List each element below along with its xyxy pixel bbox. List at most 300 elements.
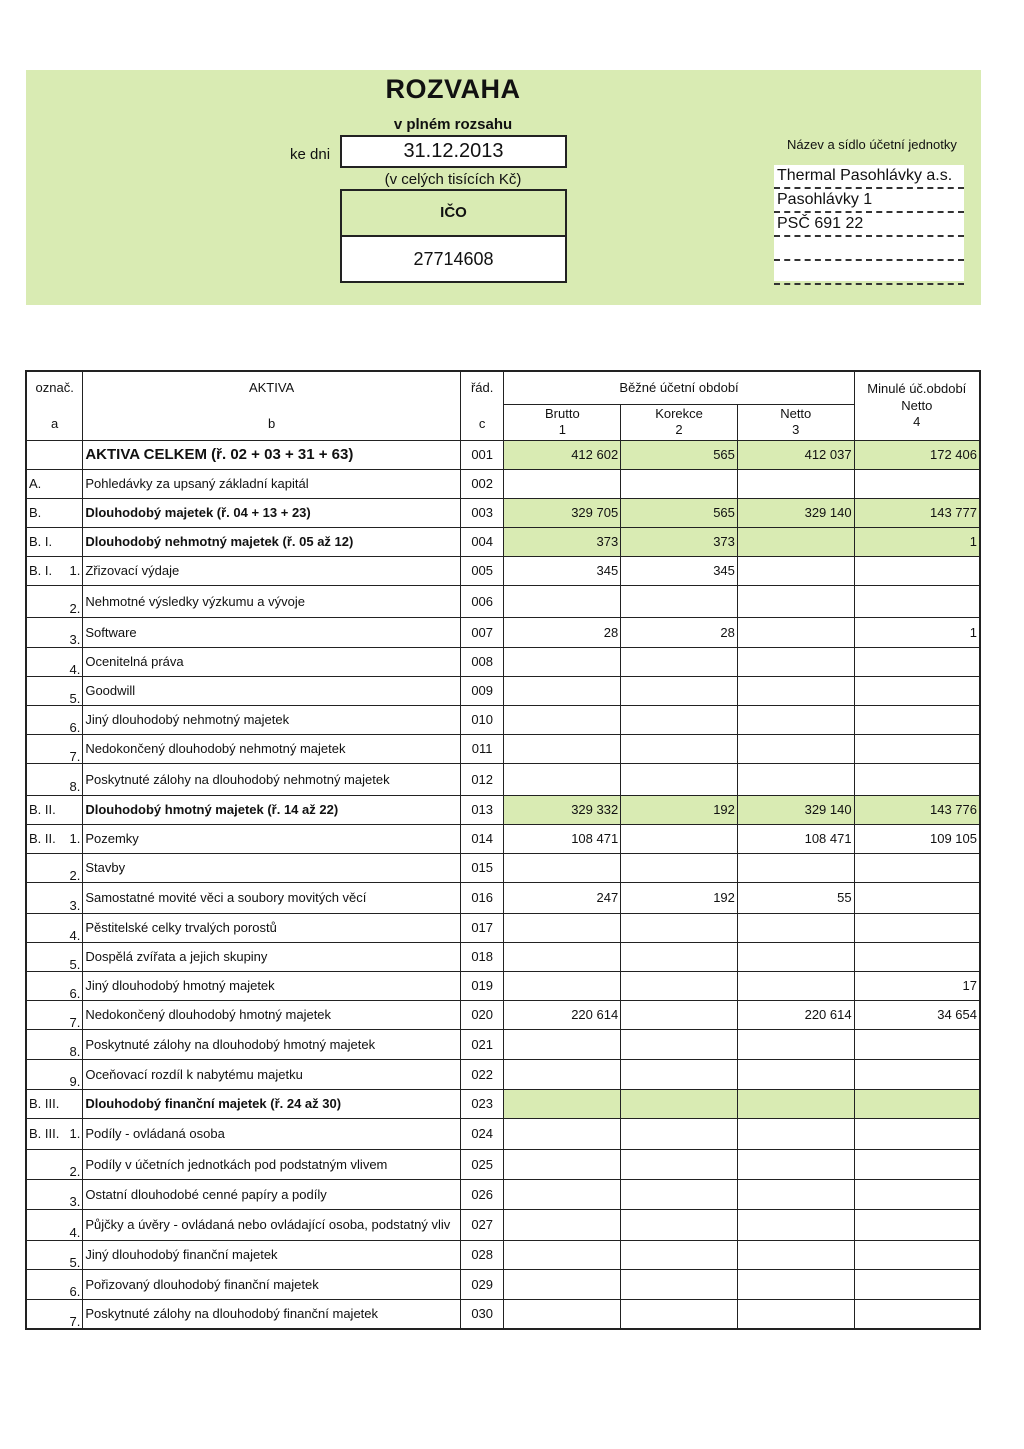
cell-brutto[interactable] xyxy=(504,1299,621,1329)
cell-prev[interactable] xyxy=(854,734,980,763)
row-number: 001 xyxy=(460,440,504,469)
header-aktiva xyxy=(83,371,461,440)
cell-prev[interactable] xyxy=(854,469,980,498)
row-number: 018 xyxy=(460,942,504,971)
cell-brutto[interactable] xyxy=(504,942,621,971)
row-number: 017 xyxy=(460,913,504,942)
cell-brutto[interactable]: 329 332 xyxy=(504,795,621,824)
row-description: Ocenitelná práva xyxy=(83,647,461,676)
cell-korekce[interactable] xyxy=(621,1179,738,1209)
cell-netto[interactable]: 329 140 xyxy=(737,498,854,527)
cell-prev[interactable] xyxy=(854,763,980,795)
cell-korekce[interactable]: 345 xyxy=(621,556,738,585)
date-label: ke dni xyxy=(290,146,331,163)
row-code-sub: 3. xyxy=(69,897,81,913)
cell-brutto[interactable] xyxy=(504,1209,621,1240)
cell-prev[interactable] xyxy=(854,882,980,913)
cell-korekce[interactable]: 565 xyxy=(621,498,738,527)
row-number: 003 xyxy=(460,498,504,527)
row-code xyxy=(26,617,83,647)
entity-line[interactable] xyxy=(774,237,964,261)
cell-netto[interactable] xyxy=(737,705,854,734)
entity-box xyxy=(774,165,964,281)
row-code-sub: 2. xyxy=(69,601,81,616)
ico-label: IČO xyxy=(342,191,565,237)
cell-prev[interactable] xyxy=(854,1240,980,1269)
row-description: Software xyxy=(83,617,461,647)
row-code xyxy=(26,1149,83,1179)
row-number: 005 xyxy=(460,556,504,585)
cell-korekce[interactable] xyxy=(621,971,738,1000)
row-number: 013 xyxy=(460,795,504,824)
row-code-sub: 1. xyxy=(69,1126,81,1141)
cell-korekce[interactable] xyxy=(621,469,738,498)
cell-netto[interactable] xyxy=(737,971,854,1000)
row-code-sub: 5. xyxy=(69,956,81,971)
row-description: Podíly v účetních jednotkách pod podstatným vlivem xyxy=(83,1149,461,1179)
cell-korekce[interactable] xyxy=(621,676,738,705)
row-code xyxy=(26,1179,83,1209)
entity-label: Název a sídlo účetní jednotky xyxy=(787,137,957,152)
row-code-label: B. xyxy=(29,505,42,520)
cell-brutto[interactable]: 412 602 xyxy=(504,440,621,469)
entity-line[interactable]: PSČ 691 22 xyxy=(774,213,964,237)
row-description: Pozemky xyxy=(83,824,461,853)
cell-netto[interactable] xyxy=(737,469,854,498)
cell-prev[interactable] xyxy=(854,1179,980,1209)
cell-brutto[interactable] xyxy=(504,705,621,734)
table-row xyxy=(26,1269,980,1299)
cell-korekce[interactable] xyxy=(621,853,738,882)
cell-brutto[interactable] xyxy=(504,1179,621,1209)
cell-prev[interactable] xyxy=(854,1059,980,1089)
cell-netto[interactable] xyxy=(737,647,854,676)
cell-korekce[interactable] xyxy=(621,1209,738,1240)
row-code xyxy=(26,971,83,1000)
row-description: Zřizovací výdaje xyxy=(83,556,461,585)
row-number: 019 xyxy=(460,971,504,1000)
cell-korekce[interactable] xyxy=(621,734,738,763)
row-code-sub: 9. xyxy=(69,1074,81,1089)
row-code xyxy=(26,1209,83,1240)
table-row xyxy=(26,1089,980,1118)
table-row xyxy=(26,795,980,824)
row-description: Jiný dlouhodobý hmotný majetek xyxy=(83,971,461,1000)
row-description: Jiný dlouhodobý finanční majetek xyxy=(83,1240,461,1269)
cell-brutto[interactable]: 345 xyxy=(504,556,621,585)
cell-prev[interactable]: 17 xyxy=(854,971,980,1000)
page-subtitle: v plném rozsahu xyxy=(393,116,513,133)
header-prev-label: Minulé úč.období xyxy=(867,381,967,397)
row-code-sub: 7. xyxy=(69,748,81,763)
row-code xyxy=(26,527,83,556)
row-description: Pěstitelské celky trvalých porostů xyxy=(83,913,461,942)
row-code xyxy=(26,763,83,795)
row-number: 024 xyxy=(460,1118,504,1149)
row-code-label: B. I. xyxy=(29,563,53,578)
row-description: Nehmotné výsledky výzkumu a vývoje xyxy=(83,585,461,617)
cell-korekce[interactable] xyxy=(621,1089,738,1118)
row-code-sub: 1. xyxy=(69,831,81,846)
row-number: 011 xyxy=(460,734,504,763)
header-oznac-label: označ. xyxy=(35,379,74,395)
date-field[interactable]: 31.12.2013 xyxy=(340,135,567,168)
cell-brutto[interactable] xyxy=(504,913,621,942)
table-row xyxy=(26,705,980,734)
header-aktiva-label: AKTIVA xyxy=(248,379,295,395)
row-code xyxy=(26,498,83,527)
row-code-sub: 5. xyxy=(69,1254,81,1269)
table-row xyxy=(26,1240,980,1269)
entity-line[interactable]: Thermal Pasohlávky a.s. xyxy=(774,165,964,189)
cell-netto[interactable]: 220 614 xyxy=(737,1000,854,1029)
header-brutto-label: Brutto xyxy=(544,405,580,421)
cell-netto[interactable] xyxy=(737,942,854,971)
row-number: 027 xyxy=(460,1209,504,1240)
cell-korekce[interactable] xyxy=(621,913,738,942)
row-code-label: B. III. xyxy=(29,1096,60,1111)
cell-netto[interactable] xyxy=(737,1240,854,1269)
row-number: 007 xyxy=(460,617,504,647)
row-description: Pořizovaný dlouhodobý finanční majetek xyxy=(83,1269,461,1299)
cell-netto[interactable] xyxy=(737,1269,854,1299)
cell-prev[interactable] xyxy=(854,585,980,617)
table-row xyxy=(26,1000,980,1029)
cell-korekce[interactable] xyxy=(621,1059,738,1089)
row-code xyxy=(26,705,83,734)
cell-korekce[interactable] xyxy=(621,1029,738,1059)
cell-netto[interactable] xyxy=(737,676,854,705)
cell-brutto[interactable] xyxy=(504,585,621,617)
table-row xyxy=(26,647,980,676)
header-prev-sub: 4 xyxy=(913,413,921,429)
row-number: 015 xyxy=(460,853,504,882)
cell-brutto[interactable]: 28 xyxy=(504,617,621,647)
cell-prev[interactable]: 1 xyxy=(854,527,980,556)
row-code xyxy=(26,734,83,763)
cell-brutto[interactable] xyxy=(504,469,621,498)
row-code xyxy=(26,1000,83,1029)
row-code-label: A. xyxy=(29,476,42,491)
row-code-sub: 1. xyxy=(69,563,81,578)
row-number: 023 xyxy=(460,1089,504,1118)
row-description: Podíly - ovládaná osoba xyxy=(83,1118,461,1149)
row-code-sub: 4. xyxy=(69,661,81,676)
cell-brutto[interactable] xyxy=(504,763,621,795)
row-number: 012 xyxy=(460,763,504,795)
ico-box xyxy=(340,189,567,283)
row-description: Oceňovací rozdíl k nabytému majetku xyxy=(83,1059,461,1089)
entity-line[interactable] xyxy=(774,261,964,285)
cell-korekce[interactable] xyxy=(621,1240,738,1269)
row-description: AKTIVA CELKEM (ř. 02 + 03 + 31 + 63) xyxy=(83,440,461,469)
units-note: (v celých tisících Kč) xyxy=(384,171,522,188)
table-row xyxy=(26,942,980,971)
cell-brutto[interactable]: 220 614 xyxy=(504,1000,621,1029)
row-description: Samostatné movité věci a soubory movitých věcí xyxy=(83,882,461,913)
header-aktiva-sub: b xyxy=(267,415,276,431)
row-number: 016 xyxy=(460,882,504,913)
cell-korekce[interactable]: 373 xyxy=(621,527,738,556)
row-description: Jiný dlouhodobý nehmotný majetek xyxy=(83,705,461,734)
cell-netto[interactable] xyxy=(737,1059,854,1089)
row-description: Dlouhodobý hmotný majetek (ř. 14 až 22) xyxy=(83,795,461,824)
cell-netto[interactable] xyxy=(737,913,854,942)
row-description: Pohledávky za upsaný základní kapitál xyxy=(83,469,461,498)
header-brutto xyxy=(504,404,621,440)
cell-prev[interactable] xyxy=(854,676,980,705)
row-code xyxy=(26,1269,83,1299)
row-code xyxy=(26,1118,83,1149)
row-code-sub: 7. xyxy=(69,1014,81,1029)
cell-prev[interactable]: 172 406 xyxy=(854,440,980,469)
cell-prev[interactable] xyxy=(854,647,980,676)
row-code xyxy=(26,824,83,853)
cell-brutto[interactable]: 329 705 xyxy=(504,498,621,527)
cell-netto[interactable] xyxy=(737,1299,854,1329)
cell-korekce[interactable] xyxy=(621,824,738,853)
cell-korekce[interactable]: 192 xyxy=(621,882,738,913)
row-code xyxy=(26,469,83,498)
cell-brutto[interactable] xyxy=(504,971,621,1000)
row-description: Dlouhodobý majetek (ř. 04 + 13 + 23) xyxy=(83,498,461,527)
row-number: 002 xyxy=(460,469,504,498)
cell-netto[interactable]: 108 471 xyxy=(737,824,854,853)
cell-brutto[interactable] xyxy=(504,676,621,705)
row-number: 020 xyxy=(460,1000,504,1029)
cell-korekce[interactable]: 28 xyxy=(621,617,738,647)
table-row xyxy=(26,527,980,556)
table-row xyxy=(26,469,980,498)
row-number: 004 xyxy=(460,527,504,556)
cell-prev[interactable] xyxy=(854,705,980,734)
cell-korekce[interactable] xyxy=(621,585,738,617)
cell-prev[interactable] xyxy=(854,942,980,971)
row-code-sub: 4. xyxy=(69,1224,81,1240)
table-row xyxy=(26,882,980,913)
row-code xyxy=(26,853,83,882)
row-code-sub: 2. xyxy=(69,867,81,882)
row-description: Dospělá zvířata a jejich skupiny xyxy=(83,942,461,971)
table-row xyxy=(26,1209,980,1240)
cell-brutto[interactable] xyxy=(504,1059,621,1089)
table-row xyxy=(26,1029,980,1059)
cell-netto[interactable]: 412 037 xyxy=(737,440,854,469)
cell-netto[interactable] xyxy=(737,734,854,763)
table-row xyxy=(26,1118,980,1149)
cell-prev[interactable]: 1 xyxy=(854,617,980,647)
row-code-sub: 7. xyxy=(69,1313,81,1329)
table-row xyxy=(26,498,980,527)
row-description: Poskytnuté zálohy na dlouhodobý nehmotný majetek xyxy=(83,763,461,795)
cell-brutto[interactable]: 247 xyxy=(504,882,621,913)
cell-prev[interactable]: 109 105 xyxy=(854,824,980,853)
table-row xyxy=(26,585,980,617)
header-rad-label: řád. xyxy=(470,379,494,395)
row-code-label: B. III. xyxy=(29,1126,60,1141)
row-description: Dlouhodobý nehmotný majetek (ř. 05 až 12) xyxy=(83,527,461,556)
row-description: Nedokončený dlouhodobý nehmotný majetek xyxy=(83,734,461,763)
row-code-sub: 3. xyxy=(69,632,81,647)
cell-korekce[interactable] xyxy=(621,705,738,734)
row-description: Půjčky a úvěry - ovládaná nebo ovládající osoba, podstatný vliv xyxy=(83,1209,461,1240)
cell-netto[interactable] xyxy=(737,1209,854,1240)
row-description: Ostatní dlouhodobé cenné papíry a podíly xyxy=(83,1179,461,1209)
cell-prev[interactable] xyxy=(854,1269,980,1299)
cell-brutto[interactable] xyxy=(504,734,621,763)
row-number: 025 xyxy=(460,1149,504,1179)
cell-korekce[interactable] xyxy=(621,1299,738,1329)
ico-field[interactable]: 27714608 xyxy=(342,237,565,281)
cell-korekce[interactable]: 565 xyxy=(621,440,738,469)
header-rad-sub: c xyxy=(478,415,486,431)
header-netto xyxy=(737,404,854,440)
header-prev-period xyxy=(854,371,980,440)
row-number: 022 xyxy=(460,1059,504,1089)
row-code-sub: 8. xyxy=(69,779,81,794)
cell-netto[interactable] xyxy=(737,1149,854,1179)
row-number: 008 xyxy=(460,647,504,676)
cell-prev[interactable] xyxy=(854,913,980,942)
row-code xyxy=(26,913,83,942)
row-description: Poskytnuté zálohy na dlouhodobý finanční majetek xyxy=(83,1299,461,1329)
cell-netto[interactable] xyxy=(737,585,854,617)
cell-netto[interactable]: 55 xyxy=(737,882,854,913)
row-code-label: B. II. xyxy=(29,802,56,817)
row-code xyxy=(26,882,83,913)
cell-brutto[interactable] xyxy=(504,647,621,676)
row-number: 028 xyxy=(460,1240,504,1269)
cell-netto[interactable] xyxy=(737,556,854,585)
cell-netto[interactable] xyxy=(737,853,854,882)
cell-prev[interactable] xyxy=(854,556,980,585)
table-row xyxy=(26,734,980,763)
cell-brutto[interactable]: 108 471 xyxy=(504,824,621,853)
cell-brutto[interactable] xyxy=(504,1089,621,1118)
cell-korekce[interactable] xyxy=(621,1269,738,1299)
cell-prev[interactable] xyxy=(854,1118,980,1149)
row-number: 014 xyxy=(460,824,504,853)
header-korekce xyxy=(621,404,738,440)
table-row xyxy=(26,1149,980,1179)
page-title: ROZVAHA xyxy=(385,74,521,104)
row-code xyxy=(26,1089,83,1118)
balance-table xyxy=(25,370,981,1330)
row-description: Poskytnuté zálohy na dlouhodobý hmotný majetek xyxy=(83,1029,461,1059)
row-code xyxy=(26,1240,83,1269)
row-description: Goodwill xyxy=(83,676,461,705)
row-description: Nedokončený dlouhodobý hmotný majetek xyxy=(83,1000,461,1029)
row-code xyxy=(26,556,83,585)
cell-korekce[interactable] xyxy=(621,1149,738,1179)
row-number: 010 xyxy=(460,705,504,734)
table-row xyxy=(26,763,980,795)
cell-prev[interactable] xyxy=(854,1029,980,1059)
cell-prev[interactable] xyxy=(854,1089,980,1118)
row-code-sub: 8. xyxy=(69,1044,81,1059)
cell-netto[interactable] xyxy=(737,527,854,556)
cell-korekce[interactable] xyxy=(621,647,738,676)
row-code xyxy=(26,676,83,705)
cell-korekce[interactable]: 192 xyxy=(621,795,738,824)
row-number: 029 xyxy=(460,1269,504,1299)
table-row xyxy=(26,824,980,853)
cell-prev[interactable]: 143 776 xyxy=(854,795,980,824)
row-code xyxy=(26,942,83,971)
cell-netto[interactable] xyxy=(737,1029,854,1059)
cell-brutto[interactable] xyxy=(504,853,621,882)
table-row xyxy=(26,913,980,942)
cell-prev[interactable] xyxy=(854,1149,980,1179)
cell-netto[interactable] xyxy=(737,1118,854,1149)
header-oznac-sub: a xyxy=(51,415,59,431)
header-netto-label: Netto xyxy=(780,405,812,421)
cell-brutto[interactable] xyxy=(504,1029,621,1059)
cell-brutto[interactable]: 373 xyxy=(504,527,621,556)
cell-prev[interactable]: 34 654 xyxy=(854,1000,980,1029)
header-rad xyxy=(460,371,504,440)
header-korekce-sub: 2 xyxy=(675,422,683,437)
cell-korekce[interactable] xyxy=(621,1000,738,1029)
table-row xyxy=(26,1299,980,1329)
header-current-period: Běžné účetní období xyxy=(504,371,854,404)
cell-netto[interactable] xyxy=(737,1089,854,1118)
row-code-sub: 5. xyxy=(69,690,81,705)
row-code-sub: 6. xyxy=(69,985,81,1000)
row-code xyxy=(26,647,83,676)
row-code-sub: 6. xyxy=(69,1284,81,1299)
cell-prev[interactable]: 143 777 xyxy=(854,498,980,527)
cell-netto[interactable] xyxy=(737,763,854,795)
table-row xyxy=(26,1179,980,1209)
cell-korekce[interactable] xyxy=(621,763,738,795)
row-code xyxy=(26,585,83,617)
header-korekce-label: Korekce xyxy=(655,405,703,421)
row-code-sub: 6. xyxy=(69,719,81,734)
row-code-label: B. I. xyxy=(29,534,53,549)
row-code xyxy=(26,1059,83,1089)
row-code xyxy=(26,440,83,469)
cell-korekce[interactable] xyxy=(621,942,738,971)
row-code-sub: 2. xyxy=(69,1164,81,1179)
cell-brutto[interactable] xyxy=(504,1269,621,1299)
row-code-sub: 3. xyxy=(69,1194,81,1209)
cell-netto[interactable]: 329 140 xyxy=(737,795,854,824)
table-row xyxy=(26,556,980,585)
row-number: 021 xyxy=(460,1029,504,1059)
cell-prev[interactable] xyxy=(854,1209,980,1240)
cell-prev[interactable] xyxy=(854,853,980,882)
table-row xyxy=(26,1059,980,1089)
entity-line[interactable]: Pasohlávky 1 xyxy=(774,189,964,213)
row-number: 006 xyxy=(460,585,504,617)
row-number: 030 xyxy=(460,1299,504,1329)
header-oznac xyxy=(26,371,83,440)
table-row xyxy=(26,971,980,1000)
cell-korekce[interactable] xyxy=(621,1118,738,1149)
row-description: Dlouhodobý finanční majetek (ř. 24 až 30) xyxy=(83,1089,461,1118)
cell-brutto[interactable] xyxy=(504,1240,621,1269)
cell-netto[interactable] xyxy=(737,1179,854,1209)
cell-prev[interactable] xyxy=(854,1299,980,1329)
cell-brutto[interactable] xyxy=(504,1118,621,1149)
cell-netto[interactable] xyxy=(737,617,854,647)
table-row xyxy=(26,440,980,469)
row-code xyxy=(26,1299,83,1329)
header-brutto-sub: 1 xyxy=(558,422,566,437)
table-row xyxy=(26,617,980,647)
cell-brutto[interactable] xyxy=(504,1149,621,1179)
